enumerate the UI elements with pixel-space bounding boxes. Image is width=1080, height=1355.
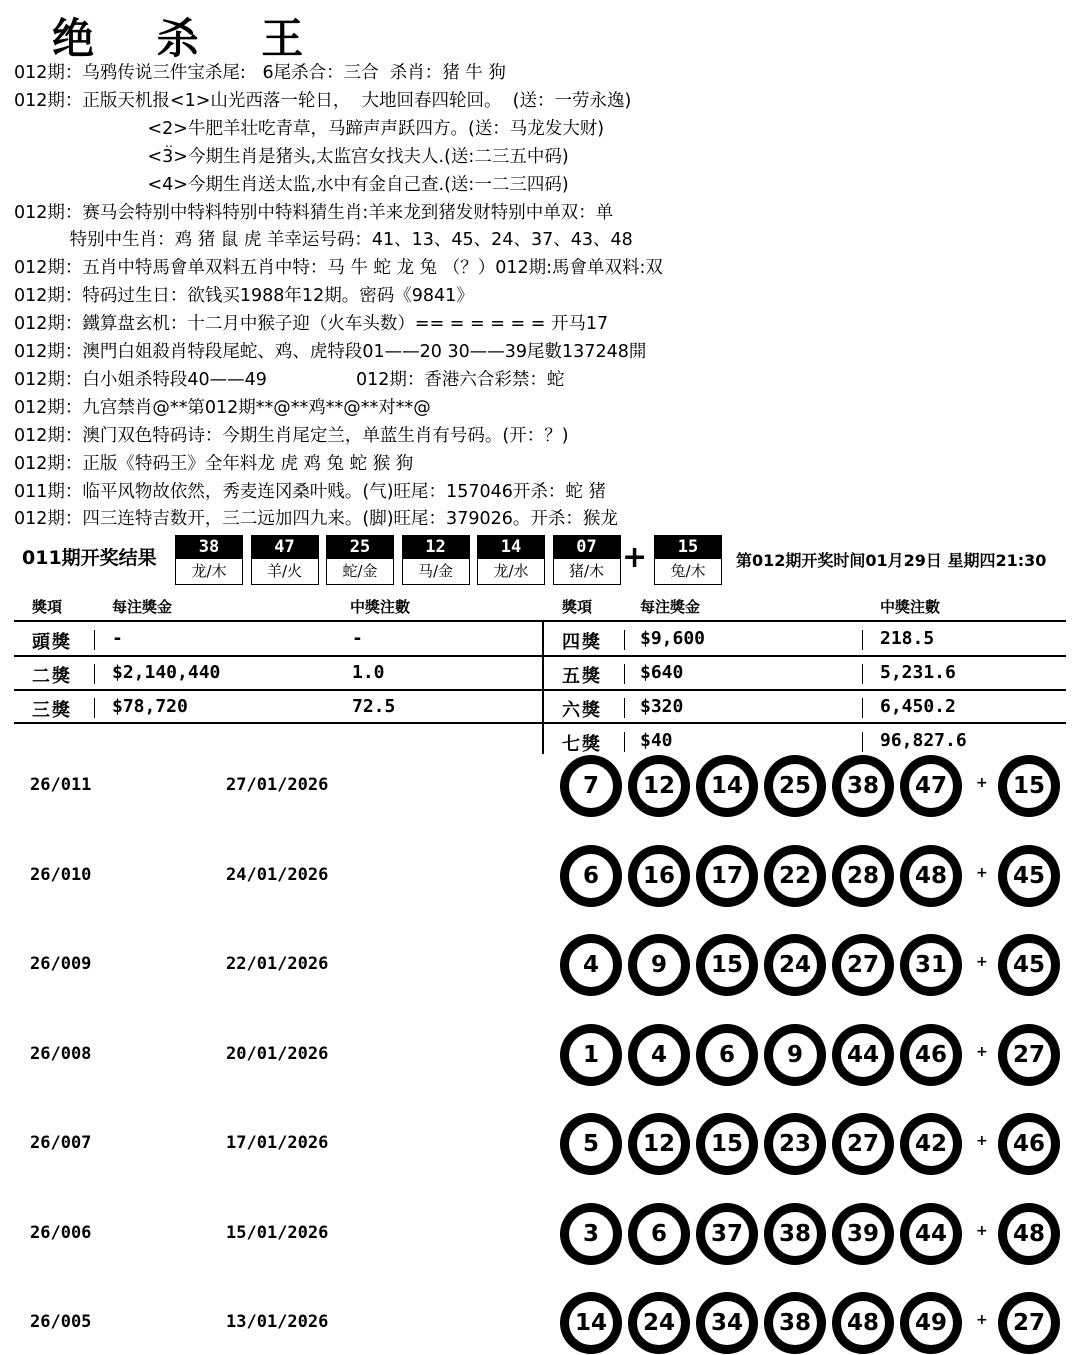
draw-id: 26/011 [30, 775, 92, 795]
table-rule [14, 689, 1066, 691]
result-number: 07 [554, 536, 620, 559]
prize-name: 四獎 [562, 632, 602, 653]
draw-ball: 23 [766, 1115, 824, 1173]
draw-ball: 48 [834, 1294, 892, 1352]
prediction-line: 012期：正版天机报<1>山光西落一轮日， 大地回春四轮回。 (送：一劳永逸) [14, 90, 632, 111]
draw-ball: 17 [698, 847, 756, 905]
prize-amount: $2,140,440 [112, 662, 221, 683]
draw-id: 26/006 [30, 1222, 92, 1243]
draw-ball: 4 [630, 1026, 688, 1084]
draw-ball: 27 [834, 936, 892, 994]
draw-ball: 14 [562, 1294, 620, 1352]
cell-separator [862, 664, 863, 684]
table-rule [14, 655, 1066, 657]
draw-ball: 46 [902, 1026, 960, 1084]
draw-ball: 22 [766, 847, 824, 905]
prediction-line: 012期：乌鸦传说三件宝杀尾: 6尾杀合：三合 杀肖：猪 牛 狗 [14, 63, 506, 83]
draw-ball: 12 [630, 757, 688, 815]
result-zodiac: 龙/木 [191, 562, 227, 580]
result-ball [553, 535, 621, 585]
draw-ball: 39 [834, 1205, 892, 1263]
draw-ball: 6 [630, 1205, 688, 1263]
draw-ball: 27 [834, 1115, 892, 1173]
cell-separator [862, 630, 863, 650]
prize-amount: - [112, 628, 123, 649]
draw-ball: 7 [562, 757, 620, 815]
result-number: 38 [176, 536, 242, 559]
result-ball [326, 535, 394, 585]
result-number: 25 [327, 536, 393, 559]
result-special-ball [654, 535, 722, 585]
prediction-line: 011期：临平风物故依然，秀麦连冈桑叶贱。(气)旺尾：157046开杀：蛇 猪 [14, 481, 606, 502]
prediction-line: <3>今期生肖是猪头,太监宫女找夫人.(送:二三五中码) [14, 146, 569, 167]
prediction-line: 012期：特码过生日：欲钱买1988年12期。密码《9841》 [14, 286, 474, 307]
draw-date: 24/01/2026 [226, 864, 329, 885]
draw-ball: 9 [630, 936, 688, 994]
result-ball [175, 535, 243, 585]
draw-ball: 37 [698, 1205, 756, 1263]
decorative-dots: ‥ [165, 136, 174, 150]
draw-ball: 38 [834, 757, 892, 815]
prediction-line: <2>牛肥羊壮吃青草，马蹄声声跃四方。(送：马龙发大财) [14, 118, 605, 139]
result-ball [251, 535, 319, 585]
draw-id: 26/010 [30, 864, 92, 885]
history-row [0, 1294, 1080, 1354]
result-ball [402, 535, 470, 585]
prediction-line: 012期：白小姐杀特段40——49 012期：香港六合彩禁：蛇 [14, 369, 565, 390]
prize-amount: $640 [640, 662, 684, 683]
cell-separator [94, 664, 95, 684]
prize-name: 頭獎 [32, 632, 72, 653]
cell-separator [624, 732, 625, 752]
header-amount: 每注獎金 [112, 598, 173, 616]
cell-separator [862, 732, 863, 752]
prize-count: 5,231.6 [880, 662, 956, 683]
draw-ball: 24 [766, 936, 824, 994]
draw-id: 26/009 [30, 954, 92, 974]
history-row [0, 1205, 1080, 1265]
prediction-line: <4>今期生肖送太监,水中有金自己查.(送:一二三四码) [14, 174, 569, 195]
prediction-line: 012期：澳門白姐殺肖特段尾蛇、鸡、虎特段01——20 30——39尾數137248開 [14, 342, 647, 362]
results-label: 011期开奖结果 [22, 547, 157, 569]
draw-ball: 38 [766, 1294, 824, 1352]
draw-special-ball: 45 [1000, 936, 1058, 994]
draw-special-ball: 46 [1000, 1115, 1058, 1173]
cell-separator [624, 630, 625, 650]
prediction-line: 012期：五肖中特馬會单双料五肖中特：马 牛 蛇 龙 兔 （？）012期:馬會单双料:双 [14, 258, 663, 279]
draw-id: 26/007 [30, 1133, 92, 1153]
header-prize-right: 獎項 [562, 598, 593, 616]
prize-count: - [352, 628, 363, 649]
prediction-line: 012期：九宫禁肖@**第012期**@**鸡**@**对**@ [14, 397, 431, 418]
draw-ball: 1 [562, 1026, 620, 1084]
draw-special-ball: 27 [1000, 1026, 1058, 1084]
cell-separator [94, 698, 95, 718]
result-zodiac: 猪/木 [568, 562, 605, 580]
draw-ball: 42 [902, 1115, 960, 1173]
prize-name: 五獎 [562, 666, 602, 687]
prize-name: 六獎 [562, 700, 602, 721]
prize-name: 七獎 [562, 734, 602, 755]
draw-date: 20/01/2026 [226, 1043, 329, 1064]
draw-ball: 6 [698, 1026, 756, 1084]
draw-ball: 14 [698, 757, 756, 815]
history-row [0, 847, 1080, 907]
draw-ball: 44 [902, 1205, 960, 1263]
prediction-line: 特别中生肖：鸡 猪 鼠 虎 羊幸运号码：41、13、45、24、37、43、48 [14, 230, 633, 251]
result-number: 47 [252, 536, 318, 559]
draw-ball: 12 [630, 1115, 688, 1173]
result-zodiac: 羊/火 [266, 562, 303, 580]
history-row [0, 757, 1080, 817]
history-row [0, 1026, 1080, 1086]
header-count-right: 中獎注數 [880, 598, 941, 616]
draw-ball: 47 [902, 757, 960, 815]
page-title: 绝 杀 王 [52, 14, 328, 63]
prize-amount: $9,600 [640, 628, 706, 649]
header-count: 中獎注數 [350, 598, 411, 616]
history-row [0, 1115, 1080, 1175]
prize-count: 72.5 [352, 696, 396, 717]
header-amount-right: 每注獎金 [640, 598, 701, 616]
draw-ball: 38 [766, 1205, 824, 1263]
prediction-line: 012期：鐵算盘玄机：十二月中猴子迎（火车头数）== = = = = = 开马17 [14, 314, 609, 335]
draw-date: 15/01/2026 [226, 1222, 329, 1243]
prize-count: 1.0 [352, 662, 385, 683]
draw-plus: + [976, 864, 988, 881]
draw-special-ball: 27 [1000, 1294, 1058, 1352]
prize-amount: $40 [640, 730, 673, 751]
draw-plus: + [976, 775, 988, 791]
draw-date: 13/01/2026 [226, 1312, 329, 1332]
prize-count: 96,827.6 [880, 730, 967, 751]
draw-ball: 16 [630, 847, 688, 905]
cell-separator [94, 630, 95, 650]
draw-date: 17/01/2026 [226, 1133, 329, 1153]
draw-ball: 34 [698, 1294, 756, 1352]
prediction-line: 012期：澳门双色特码诗：今期生肖尾定兰，单蓝生肖有号码。(开：？) [14, 425, 569, 446]
cell-separator [624, 664, 625, 684]
draw-ball: 3 [562, 1205, 620, 1263]
draw-id: 26/005 [30, 1312, 92, 1332]
draw-plus: + [976, 1133, 988, 1149]
history-row [0, 936, 1080, 996]
draw-ball: 25 [766, 757, 824, 815]
draw-special-ball: 45 [1000, 847, 1058, 905]
draw-ball: 48 [902, 847, 960, 905]
prize-name: 二獎 [32, 666, 72, 687]
draw-ball: 24 [630, 1294, 688, 1352]
result-zodiac: 龙/水 [493, 562, 529, 580]
prediction-line: 012期：赛马会特别中特料特别中特料猜生肖:羊来龙到猪发财特别中单双：单 [14, 202, 614, 223]
result-zodiac: 马/金 [417, 562, 454, 580]
draw-date: 22/01/2026 [226, 954, 329, 974]
draw-plus: + [976, 954, 988, 970]
cell-separator [862, 698, 863, 718]
result-zodiac: 兔/木 [670, 562, 706, 580]
result-number: 12 [403, 536, 469, 559]
cell-separator [624, 698, 625, 718]
draw-ball: 31 [902, 936, 960, 994]
draw-ball: 15 [698, 936, 756, 994]
table-rule [14, 722, 1066, 724]
prize-amount: $320 [640, 696, 684, 717]
prize-amount: $78,720 [112, 696, 188, 717]
results-plus: + [622, 540, 648, 575]
result-number: 15 [655, 536, 721, 559]
result-ball [477, 535, 545, 585]
result-number: 14 [478, 536, 544, 559]
prediction-line: 012期：四三连特吉数开，三二远加四九来。(脚)旺尾：379026。开杀：猴龙 [14, 509, 618, 530]
draw-ball: 44 [834, 1026, 892, 1084]
draw-date: 27/01/2026 [226, 775, 329, 795]
prize-name: 三獎 [32, 700, 72, 721]
draw-plus: + [976, 1312, 988, 1328]
draw-special-ball: 15 [1000, 757, 1058, 815]
draw-ball: 15 [698, 1115, 756, 1173]
prize-count: 218.5 [880, 628, 935, 649]
draw-ball: 6 [562, 847, 620, 905]
draw-ball: 49 [902, 1294, 960, 1352]
draw-plus: + [976, 1222, 988, 1239]
draw-special-ball: 48 [1000, 1205, 1058, 1263]
prediction-line: 012期：正版《特码王》全年料龙 虎 鸡 兔 蛇 猴 狗 [14, 453, 414, 474]
header-prize: 獎項 [32, 598, 63, 616]
draw-ball: 4 [562, 936, 620, 994]
draw-ball: 5 [562, 1115, 620, 1173]
prize-count: 6,450.2 [880, 696, 956, 717]
table-rule [14, 620, 1066, 622]
draw-plus: + [976, 1043, 988, 1060]
next-draw-time: 第012期开奖时间01月29日 星期四21:30 [736, 551, 1047, 570]
draw-ball: 28 [834, 847, 892, 905]
result-zodiac: 蛇/金 [342, 562, 378, 580]
draw-ball: 9 [766, 1026, 824, 1084]
draw-id: 26/008 [30, 1043, 92, 1064]
table-divider [542, 620, 544, 754]
